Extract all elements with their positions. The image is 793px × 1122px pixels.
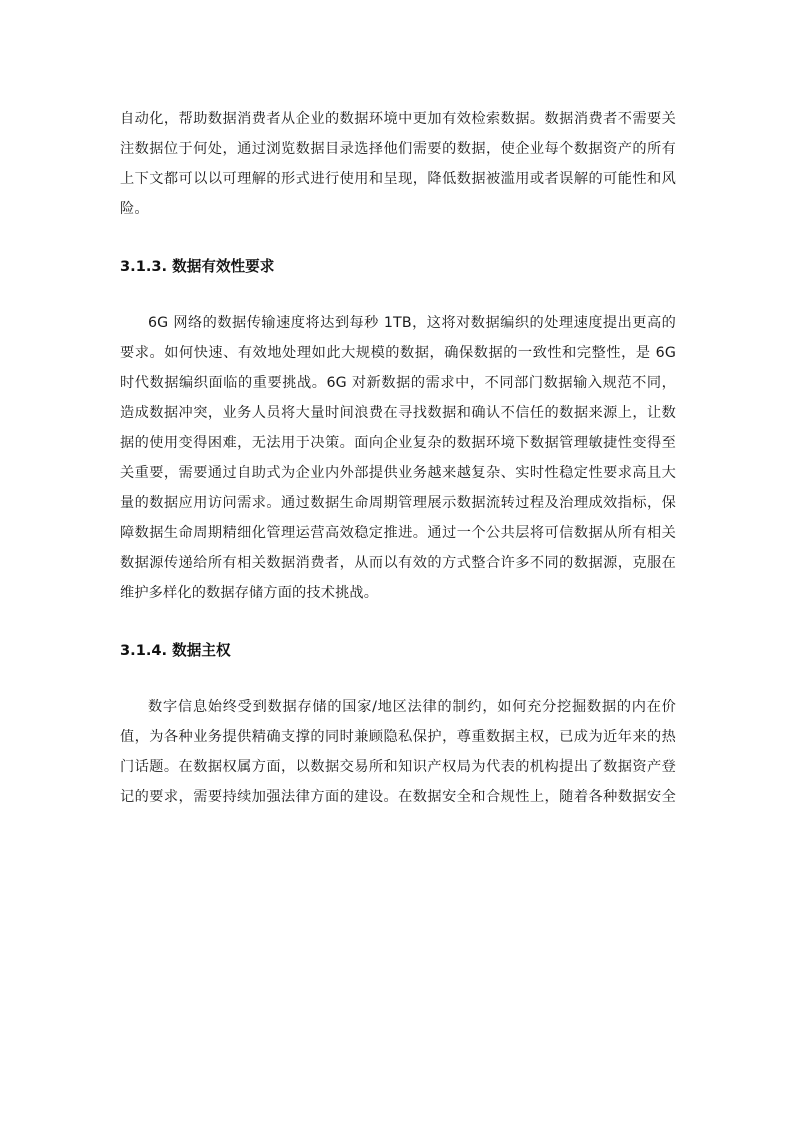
text-line: 关重要，需要通过自助式为企业内外部提供业务越来越复杂、实时性稳定性要求高且大 (120, 465, 676, 481)
document-body (120, 104, 676, 812)
text-line: 时代数据编织面临的重要挑战。6G 对新数据的需求中，不同部门数据输入规范不同， (120, 375, 676, 391)
text-line: 上下文都可以以可理解的形式进行使用和呈现，降低数据被滥用或者误解的可能性和风 (120, 171, 676, 187)
text-line: 造成数据冲突，业务人员将大量时间浪费在寻找数据和确认不信任的数据来源上，让数 (120, 405, 676, 421)
text-line: 数据源传递给所有相关数据消费者，从而以有效的方式整合许多不同的数据源，克服在 (120, 555, 676, 571)
text-line: 门话题。在数据权属方面，以数据交易所和知识产权局为代表的机构提出了数据资产登 (120, 759, 676, 775)
text-line: 量的数据应用访问需求。通过数据生命周期管理展示数据流转过程及治理成效指标，保 (120, 495, 676, 511)
text-line: 据的使用变得困难，无法用于决策。面向企业复杂的数据环境下数据管理敏捷性变得至 (120, 435, 676, 451)
section-heading-data-sovereignty: 3.1.4. 数据主权 (120, 642, 231, 659)
text-line: 注数据位于何处，通过浏览数据目录选择他们需要的数据，使企业每个数据资产的所有 (120, 141, 676, 157)
text-line: 6G 网络的数据传输速度将达到每秒 1TB，这将对数据编织的处理速度提出更高的 (148, 315, 676, 331)
text-line: 要求。如何快速、有效地处理如此大规模的数据，确保数据的一致性和完整性，是 6G (120, 345, 676, 361)
text-line: 自动化，帮助数据消费者从企业的数据环境中更加有效检索数据。数据消费者不需要关 (120, 111, 676, 127)
text-line: 险。 (120, 201, 149, 217)
text-line: 数字信息始终受到数据存储的国家/地区法律的制约，如何充分挖掘数据的内在价 (148, 699, 676, 715)
text-line: 障数据生命周期精细化管理运营高效稳定推进。通过一个公共层将可信数据从所有相关 (120, 525, 676, 541)
section-heading-data-validity: 3.1.3. 数据有效性要求 (120, 258, 275, 275)
paragraph-data-catalog (120, 104, 676, 224)
text-line: 记的要求，需要持续加强法律方面的建设。在数据安全和合规性上，随着各种数据安全 (120, 789, 676, 805)
text-line: 维护多样化的数据存储方面的技术挑战。 (120, 585, 379, 601)
paragraph-data-validity (120, 308, 676, 608)
paragraph-data-sovereignty (120, 692, 676, 812)
text-line: 值，为各种业务提供精确支撑的同时兼顾隐私保护，尊重数据主权，已成为近年来的热 (120, 729, 676, 745)
